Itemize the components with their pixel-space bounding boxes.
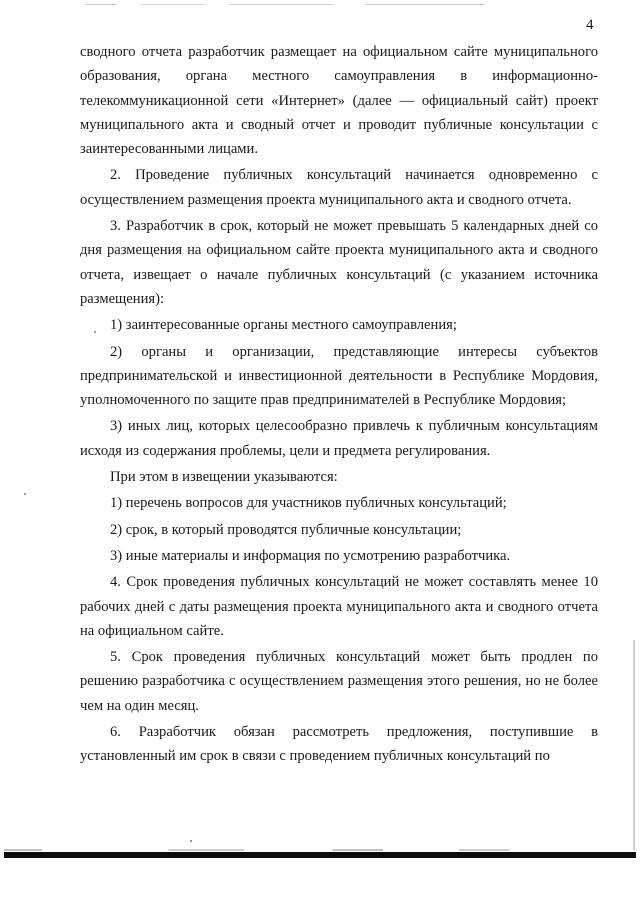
list-item-deadline: 2) срок, в который проводятся публичные консультации; — [110, 521, 462, 538]
list-item-local-authorities: 1) заинтересованные органы местного самоуправления; — [110, 317, 457, 334]
paragraph-item-3: 3. Разработчик в срок, который не может превышать 5 календарных дней со дня размещения на официальном сайте проекта муниципального акта и сводного отчета, извещает о начале публичных консультаций (с указанием источника размещения): — [80, 218, 598, 307]
paragraph-item-6: 6. Разработчик обязан рассмотреть предложения, поступившие в установленный им срок в связи с проведением публичных консультаций по — [80, 724, 598, 765]
document-body — [80, 40, 598, 769]
paragraph-item-5: 5. Срок проведения публичных консультаций может быть продлен по решению разработчика с осуществлением размещения этого решения, но не более чем на один месяц. — [80, 649, 598, 714]
scan-top-artifact — [85, 4, 485, 5]
paragraph-item-4: 4. Срок проведения публичных консультаций не может составлять менее 10 рабочих дней с даты размещения проекта муниципального акта и сводного отчета на официальном сайте. — [80, 574, 598, 639]
list-item-business-organizations: 2) органы и организации, представляющие интересы субъектов предпринимательской и инвестиционной деятельности в Республике Мордовия, уполномоченного по защите прав предпринимателей в Республике Мордовия; — [80, 343, 598, 409]
paragraph-continuation: сводного отчета разработчик размещает на официальном сайте муниципального образования, органа местного самоуправления в информационно-телекоммуникационной сети «Интернет» (далее — официальный сайт) проект муниципального акта и сводный отчет и проводит публичные консультации с заинтересованными лицами. — [80, 44, 598, 158]
scan-speck — [190, 840, 192, 842]
page-number: 4 — [586, 17, 594, 33]
paragraph-notice-contents: При этом в извещении указываются: — [110, 469, 338, 486]
scan-speck — [24, 493, 26, 495]
scan-right-edge — [633, 640, 635, 850]
list-item-questions: 1) перечень вопросов для участников публичных консультаций; — [110, 495, 507, 512]
scan-bottom-artifact — [4, 849, 636, 851]
list-item-other-persons: 3) иных лиц, которых целесообразно привлечь к публичным консультациям исходя из содержания проблемы, цели и предмета регулирования. — [80, 418, 598, 459]
paragraph-item-2: 2. Проведение публичных консультаций начинается одновременно с осуществлением размещения проекта муниципального акта и сводного отчета. — [80, 167, 598, 208]
scan-speck — [94, 331, 96, 333]
scan-bottom-bar — [4, 852, 636, 858]
list-item-materials: 3) иные материалы и информация по усмотрению разработчика. — [110, 547, 511, 564]
